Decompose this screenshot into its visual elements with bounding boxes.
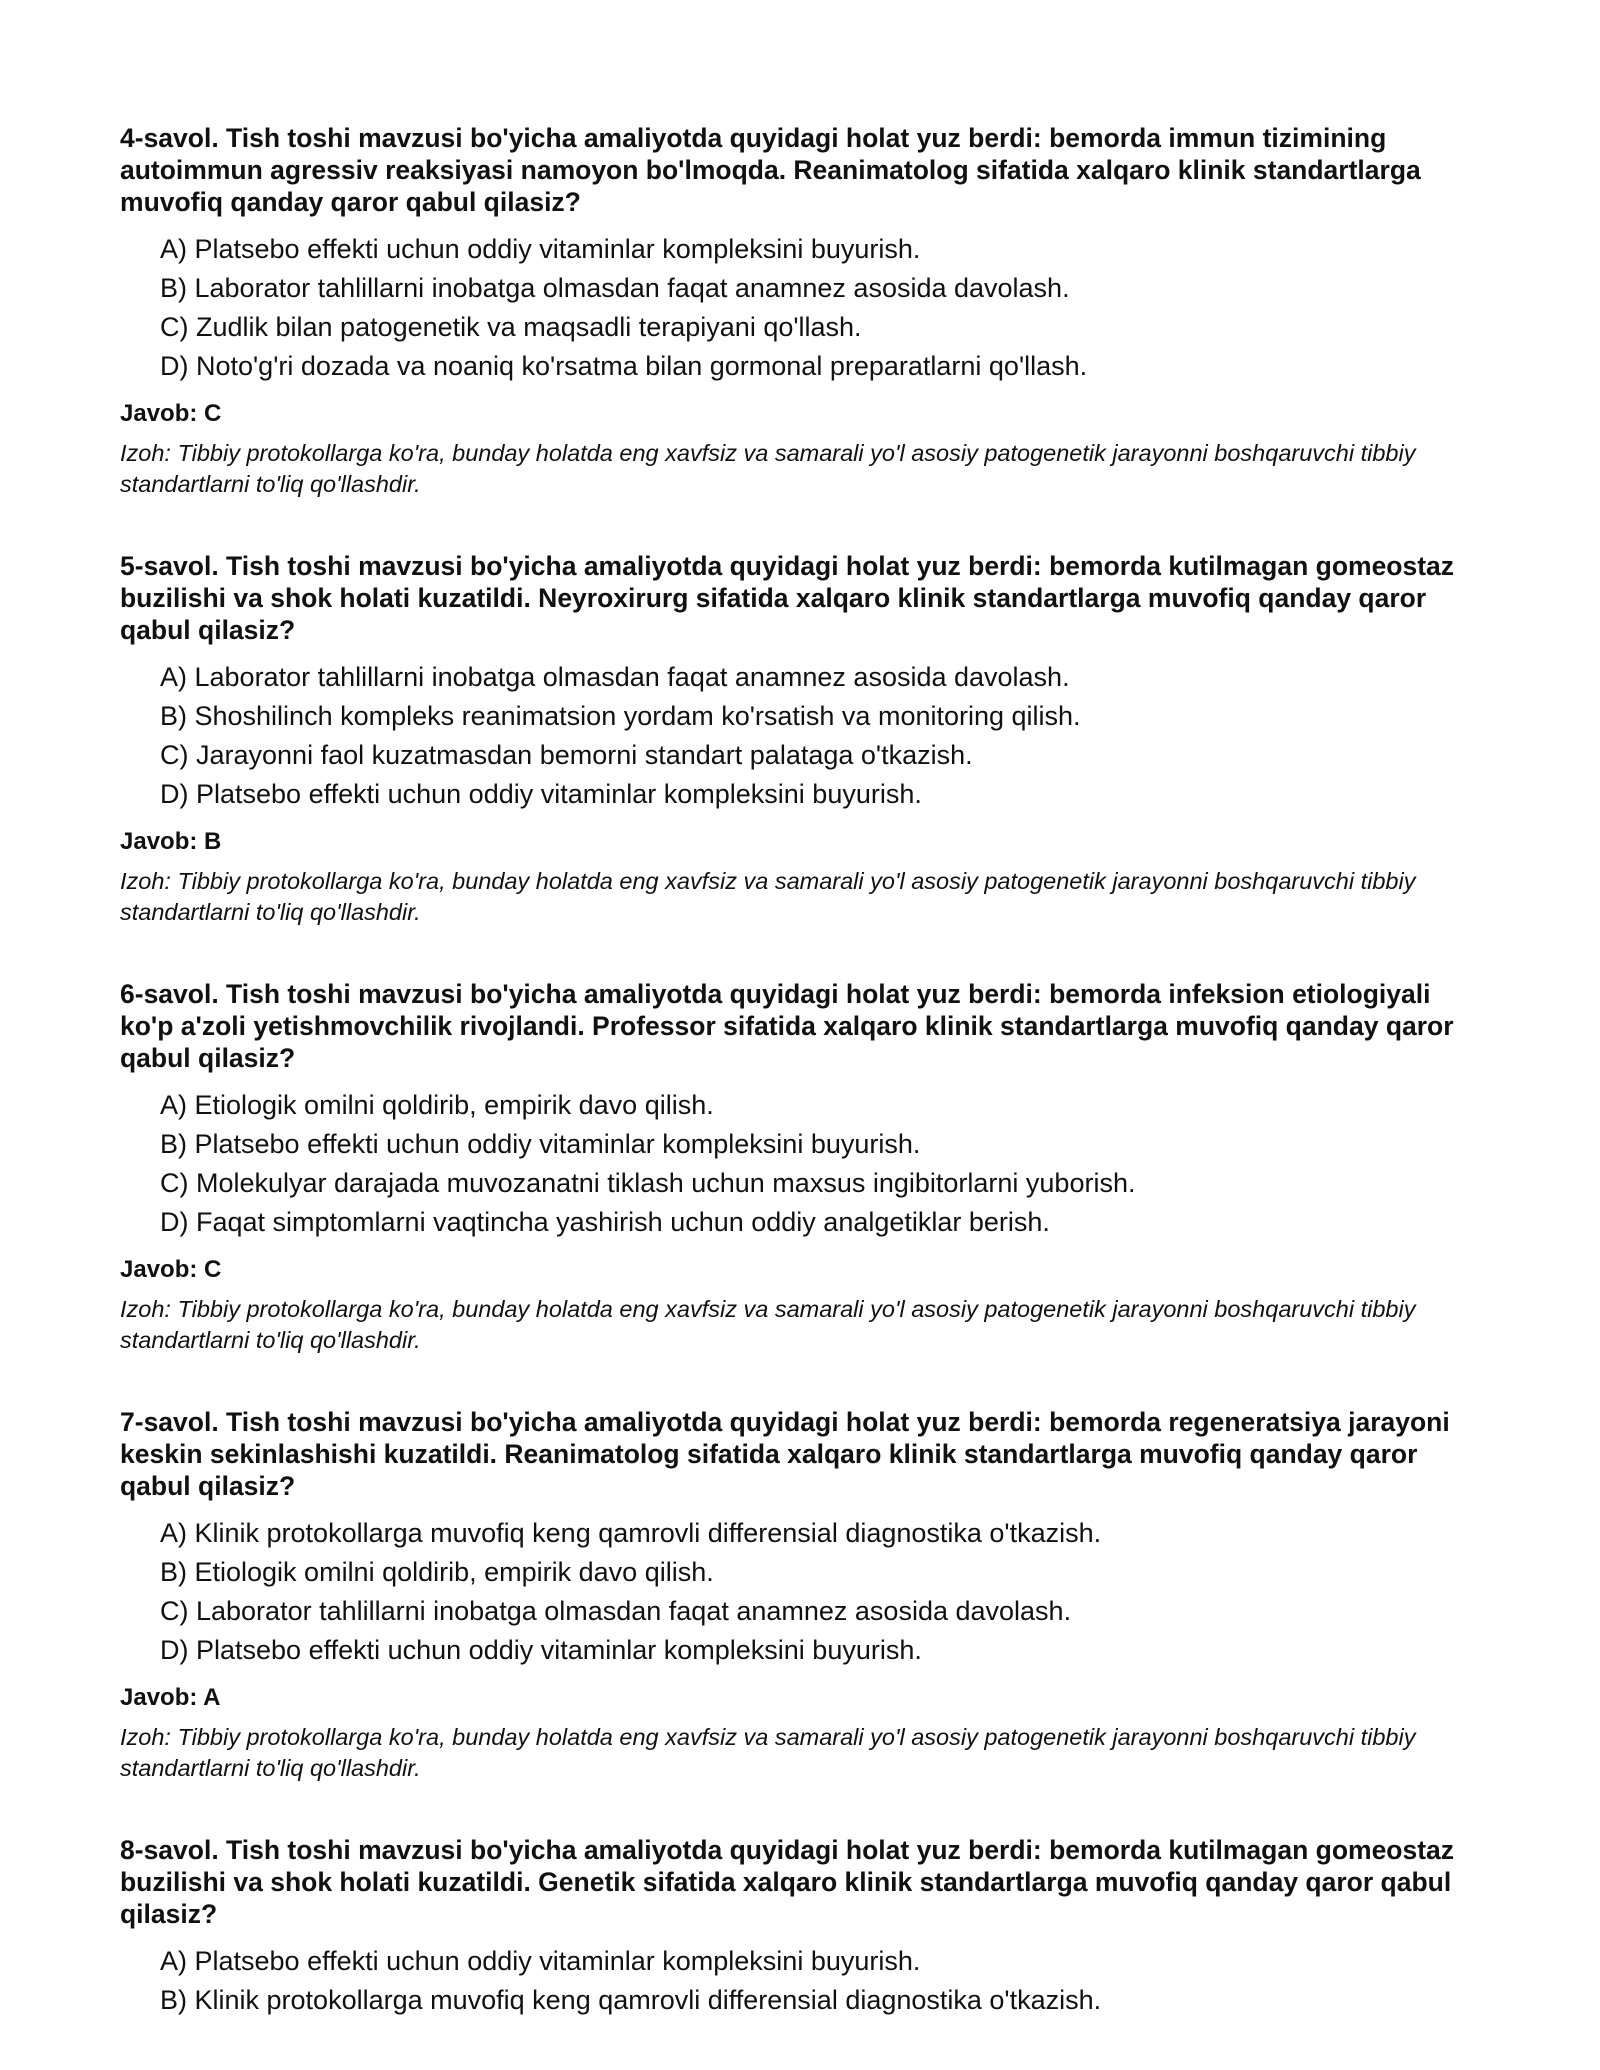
option-a: A) Laborator tahlillarni inobatga olmasdan faqat anamnez asosida davolash. — [160, 662, 1070, 692]
option-a: A) Etiologik omilni qoldirib, empirik davo qilish. — [160, 1090, 714, 1120]
question-block-5 — [120, 550, 1480, 928]
option-c: C) Laborator tahlillarni inobatga olmasdan faqat anamnez asosida davolash. — [160, 1596, 1072, 1626]
question-block-4 — [120, 122, 1480, 500]
option-d: D) Platsebo effekti uchun oddiy vitaminlar kompleksini buyurish. — [160, 1635, 922, 1665]
question-block-8 — [120, 1834, 1480, 2020]
answer-label: Javob: B — [120, 828, 222, 855]
options-list — [120, 1942, 1480, 2020]
option-d: D) Faqat simptomlarni vaqtincha yashirish uchun oddiy analgetiklar berish. — [160, 1207, 1050, 1237]
explanation-text: Izoh: Tibbiy protokollarga ko'ra, bunday holatda eng xavfsiz va samarali yo'l asosiy patogenetik jarayonni boshqaruvchi tibbiy standartlarni to'liq qo'llashdir. — [120, 1296, 1416, 1353]
explanation-text: Izoh: Tibbiy protokollarga ko'ra, bunday holatda eng xavfsiz va samarali yo'l asosiy patogenetik jarayonni boshqaruvchi tibbiy standartlarni to'liq qo'llashdir. — [120, 440, 1416, 497]
answer-label: Javob: C — [120, 1256, 222, 1283]
question-text: 6-savol. Tish toshi mavzusi bo'yicha amaliyotda quyidagi holat yuz berdi: bemorda infeksion etiologiyali ko'p a'zoli yetishmovchilik rivojlandi. Professor sifatida xalqaro klinik standartlarga muvofiq qanday qaror qabul qilasiz? — [120, 979, 1454, 1073]
option-c: C) Molekulyar darajada muvozanatni tiklash uchun maxsus ingibitorlarni yuborish. — [160, 1168, 1136, 1198]
question-text: 8-savol. Tish toshi mavzusi bo'yicha amaliyotda quyidagi holat yuz berdi: bemorda kutilmagan gomeostaz buzilishi va shok holati kuzatildi. Genetik sifatida xalqaro klinik standartlarga muvofiq qanday qaror qabul qilasiz? — [120, 1835, 1455, 1929]
option-b: B) Klinik protokollarga muvofiq keng qamrovli differensial diagnostika o'tkazish. — [160, 1985, 1102, 2015]
options-list — [120, 230, 1480, 386]
options-list — [120, 1086, 1480, 1242]
option-a: A) Klinik protokollarga muvofiq keng qamrovli differensial diagnostika o'tkazish. — [160, 1518, 1102, 1548]
option-b: B) Laborator tahlillarni inobatga olmasdan faqat anamnez asosida davolash. — [160, 273, 1070, 303]
explanation-text: Izoh: Tibbiy protokollarga ko'ra, bunday holatda eng xavfsiz va samarali yo'l asosiy patogenetik jarayonni boshqaruvchi tibbiy standartlarni to'liq qo'llashdir. — [120, 1724, 1416, 1781]
option-d: D) Noto'g'ri dozada va noaniq ko'rsatma bilan gormonal preparatlarni qo'llash. — [160, 351, 1088, 381]
option-c: C) Jarayonni faol kuzatmasdan bemorni standart palataga o'tkazish. — [160, 740, 973, 770]
question-block-6 — [120, 978, 1480, 1356]
option-a: A) Platsebo effekti uchun oddiy vitaminlar kompleksini buyurish. — [160, 1946, 921, 1976]
option-a: A) Platsebo effekti uchun oddiy vitaminlar kompleksini buyurish. — [160, 234, 921, 264]
options-list — [120, 658, 1480, 814]
option-b: B) Platsebo effekti uchun oddiy vitaminlar kompleksini buyurish. — [160, 1129, 921, 1159]
document-page — [120, 122, 1480, 2070]
question-text: 4-savol. Tish toshi mavzusi bo'yicha amaliyotda quyidagi holat yuz berdi: bemorda immun tizimining autoimmun agressiv reaksiyasi namoyon bo'lmoqda. Reanimatolog sifatida xalqaro klinik standartlarga muvofiq qanday qaror qabul qilasiz? — [120, 123, 1421, 217]
question-text: 7-savol. Tish toshi mavzusi bo'yicha amaliyotda quyidagi holat yuz berdi: bemorda regeneratsiya jarayoni keskin sekinlashishi kuzatildi. Reanimatolog sifatida xalqaro klinik standartlarga muvofiq qanday qaror qabul qilasiz? — [120, 1407, 1450, 1501]
question-text: 5-savol. Tish toshi mavzusi bo'yicha amaliyotda quyidagi holat yuz berdi: bemorda kutilmagan gomeostaz buzilishi va shok holati kuzatildi. Neyroxirurg sifatida xalqaro klinik standartlarga muvofiq qanday qaror qabul qilasiz? — [120, 551, 1455, 645]
question-block-7 — [120, 1406, 1480, 1784]
options-list — [120, 1514, 1480, 1670]
option-c: C) Zudlik bilan patogenetik va maqsadli terapiyani qo'llash. — [160, 312, 862, 342]
answer-label: Javob: A — [120, 1684, 221, 1711]
explanation-text: Izoh: Tibbiy protokollarga ko'ra, bunday holatda eng xavfsiz va samarali yo'l asosiy patogenetik jarayonni boshqaruvchi tibbiy standartlarni to'liq qo'llashdir. — [120, 868, 1416, 925]
option-b: B) Shoshilinch kompleks reanimatsion yordam ko'rsatish va monitoring qilish. — [160, 701, 1081, 731]
answer-label: Javob: C — [120, 400, 222, 427]
option-d: D) Platsebo effekti uchun oddiy vitaminlar kompleksini buyurish. — [160, 779, 922, 809]
option-b: B) Etiologik omilni qoldirib, empirik davo qilish. — [160, 1557, 714, 1587]
